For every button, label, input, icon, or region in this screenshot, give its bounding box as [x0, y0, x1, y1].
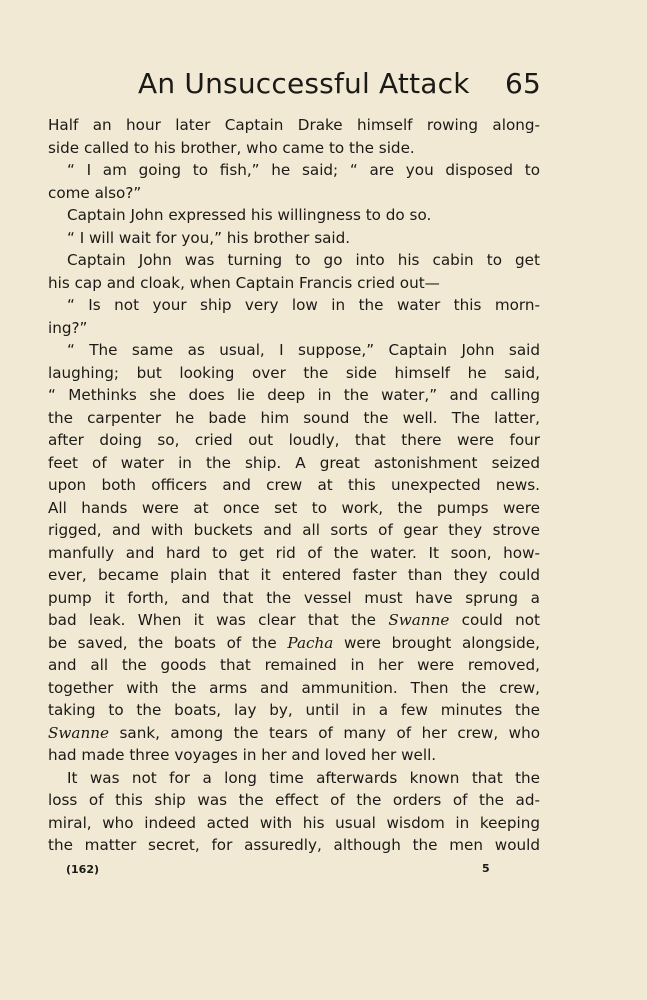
- text-line: “ I am going to fish,” he said; “ are you disposed to: [67, 161, 540, 179]
- signature-mark: (162): [66, 863, 100, 876]
- text-line: laughing; but looking over the side himself he said,: [48, 363, 540, 382]
- text-line: Captain John expressed his willingness to do so.: [67, 206, 432, 224]
- text-line: and all the goods that remained in her were removed,: [48, 656, 540, 674]
- text-line: taking to the boats, lay by, until in a few minutes the: [48, 701, 540, 719]
- ship-name: Pacha: [287, 633, 334, 652]
- chapter-title: An Unsuccessful Attack: [138, 67, 470, 100]
- text-line: Swanne sank, among the tears of many of her crew, who: [48, 723, 540, 742]
- text-line: “ Is not your ship very low in the water this morn-: [67, 296, 540, 314]
- text-line: manfully and hard to get rid of the water. It soon, how-: [48, 543, 540, 562]
- text-line: “ I will wait for you,” his brother said.: [67, 228, 351, 247]
- text-line: “ Methinks she does lie deep in the water,” and calling: [48, 386, 540, 404]
- text-line: had made three voyages in her and loved her well.: [48, 746, 437, 764]
- text-line: miral, who indeed acted with his usual wisdom in keeping: [48, 813, 540, 832]
- text-line: the carpenter he bade him sound the well. The latter,: [48, 408, 540, 427]
- text-line: All hands were at once set to work, the pumps were: [48, 498, 540, 517]
- text-line: be saved, the boats of the Pacha were brought alongside,: [48, 633, 540, 652]
- gathering-number: 5: [482, 862, 490, 875]
- page-number: 65: [504, 67, 541, 100]
- text-line: Captain John was turning to go into his cabin to get: [67, 251, 540, 269]
- text-line: It was not for a long time afterwards known that the: [67, 768, 540, 787]
- ship-name: Swanne: [48, 723, 110, 742]
- text-line: come also?”: [48, 183, 142, 202]
- text-line: bad leak. When it was clear that the Swanne could not: [48, 611, 540, 629]
- text-line: after doing so, cried out loudly, that there were four: [48, 431, 540, 449]
- text-line: pump it forth, and that the vessel must have sprung a: [48, 588, 540, 607]
- text-line: side called to his brother, who came to the side.: [48, 138, 415, 157]
- text-line: ever, became plain that it entered faster than they could: [48, 566, 540, 584]
- text-line: loss of this ship was the effect of the orders of the ad-: [48, 791, 540, 809]
- text-line: ing?”: [48, 318, 88, 337]
- text-line: feet of water in the ship. A great astonishment seized: [48, 453, 540, 472]
- text-line: upon both officers and crew at this unexpected news.: [48, 476, 540, 494]
- text-line: Half an hour later Captain Drake himself rowing along-: [48, 116, 540, 134]
- text-line: rigged, and with buckets and all sorts of gear they strove: [48, 521, 540, 539]
- text-line: together with the arms and ammunition. Then the crew,: [48, 678, 540, 697]
- text-line: his cap and cloak, when Captain Francis cried out—: [48, 273, 440, 292]
- body-text: [48, 114, 540, 857]
- text-line: the matter secret, for assuredly, although the men would: [48, 836, 540, 854]
- text-line: “ The same as usual, I suppose,” Captain John said: [67, 341, 540, 359]
- page-footer: [48, 860, 540, 880]
- ship-name: Swanne: [388, 611, 450, 629]
